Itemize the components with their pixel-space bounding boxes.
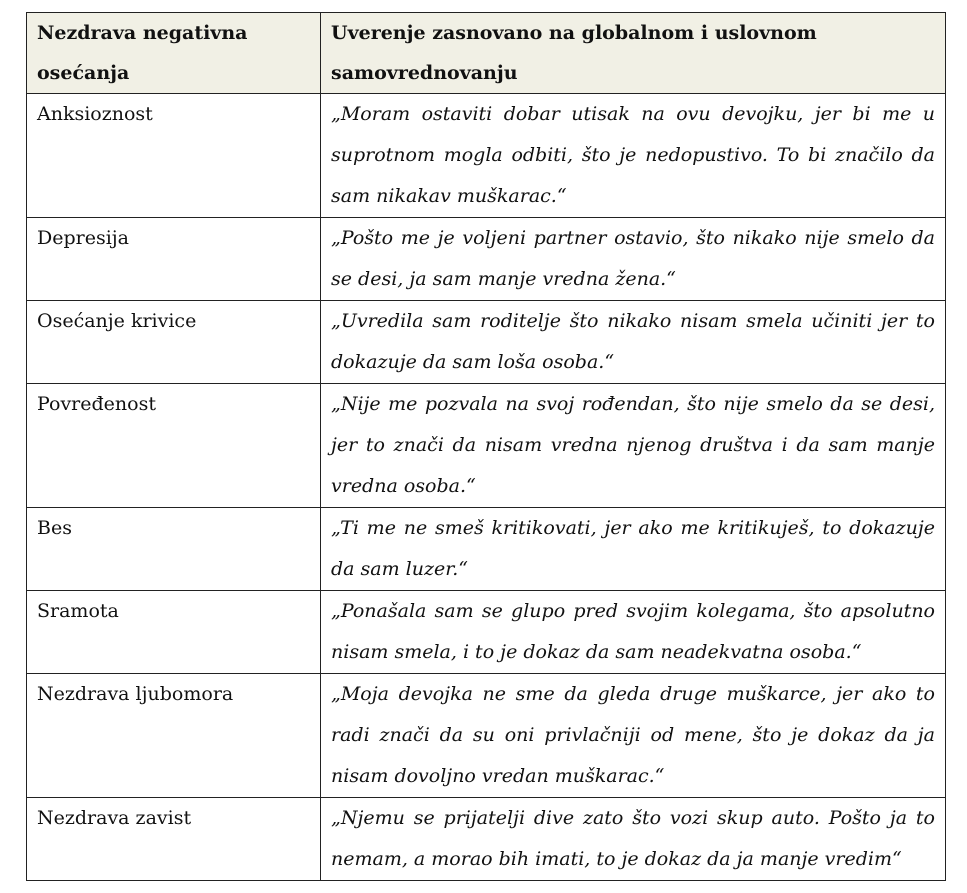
emotions-beliefs-table	[26, 12, 946, 881]
header-beliefs: Uverenje zasnovano na globalnom i uslovnom samovrednovanju	[321, 13, 946, 94]
emotion-cell: Bes	[27, 508, 321, 591]
emotion-cell: Sramota	[27, 591, 321, 674]
belief-cell: „Uvredila sam roditelje što nikako nisam smela učiniti jer to dokazuje da sam loša osoba.“	[321, 301, 946, 384]
belief-cell: „Moja devojka ne sme da gleda druge muškarce, jer ako to radi znači da su oni privlačniji od mene, što je dokaz da ja nisam dovoljno vredan muškarac.“	[321, 674, 946, 798]
table-row	[27, 591, 946, 674]
belief-cell: „Moram ostaviti dobar utisak na ovu devojku, jer bi me u suprotnom mogla odbiti, što je nedopustivo. To bi značilo da sam nikakav muškarac.“	[321, 94, 946, 218]
belief-cell: „Ponašala sam se glupo pred svojim kolegama, što apsolutno nisam smela, i to je dokaz da sam neadekvatna osoba.“	[321, 591, 946, 674]
table-row	[27, 508, 946, 591]
belief-cell: „Nije me pozvala na svoj rođendan, što nije smelo da se desi, jer to znači da nisam vredna njenog društva i da sam manje vredna osoba.“	[321, 384, 946, 508]
emotion-cell: Nezdrava zavist	[27, 798, 321, 881]
table-row	[27, 218, 946, 301]
emotion-cell: Depresija	[27, 218, 321, 301]
table-row	[27, 674, 946, 798]
table-row	[27, 384, 946, 508]
emotion-cell: Povređenost	[27, 384, 321, 508]
emotion-cell: Nezdrava ljubomora	[27, 674, 321, 798]
belief-cell: „Ti me ne smeš kritikovati, jer ako me kritikuješ, to dokazuje da sam luzer.“	[321, 508, 946, 591]
emotion-cell: Osećanje krivice	[27, 301, 321, 384]
belief-cell: „Pošto me je voljeni partner ostavio, što nikako nije smelo da se desi, ja sam manje vredna žena.“	[321, 218, 946, 301]
belief-cell: „Njemu se prijatelji dive zato što vozi skup auto. Pošto ja to nemam, a morao bih imati, to je dokaz da ja manje vredim“	[321, 798, 946, 881]
table-header-row	[27, 13, 946, 94]
header-emotions: Nezdrava negativna osećanja	[27, 13, 321, 94]
table-row	[27, 798, 946, 881]
table-row	[27, 301, 946, 384]
emotion-cell: Anksioznost	[27, 94, 321, 218]
table-row	[27, 94, 946, 218]
